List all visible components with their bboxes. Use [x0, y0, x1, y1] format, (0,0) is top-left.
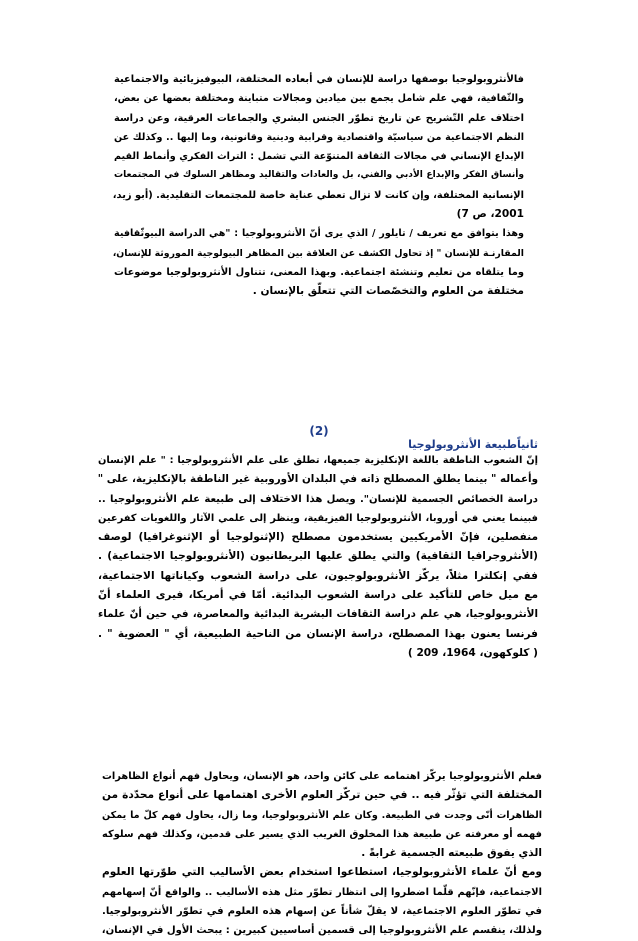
text-line: فعلم الأنثروبولوجيا يركّز اهتمامه على كائن واحد، هو الإنسان، ويحاول فهم أنواع الظاهرات	[102, 771, 542, 782]
text-line: وأنساق الفكر والإبداع الأدبي والفني، بل والعادات والتقاليد ومظاهر السلوك في المجتمعات	[114, 170, 524, 181]
text-line: دراسة الخصائص الجسمية للإنسان". ويصل هذا الاختلاف إلى طبيعة علم الأنثروبولوجيا ..	[98, 493, 538, 505]
text-line: المختلفة التي تؤثّر فيه .. في حين تركّز العلوم الأخرى اهتمامها على أنواع محدّدة من	[102, 789, 542, 802]
text-line: الإنسانية المختلفة، وإن كانت لا تزال تعطي عناية خاصة للمجتمعات التقليدية. (أبو زيد،	[112, 189, 524, 201]
text-line: فرنسا يعنون بهذا المصطلح، دراسة الإنسان من الناحية الطبيعية، أي " العضوية " .	[98, 627, 538, 640]
text-line: ففي إنكلترا مثلاً، يركّز الأنثروبولوجيون، على دراسة الشعوب وكياناتها الاجتماعية،	[98, 569, 538, 582]
text-line: الذي يفوق طبيعته الجسمية غرابةً .	[361, 847, 542, 860]
text-line: وهذا يتوافق مع تعريف / تايلور / الذي يرى أنّ الأنثروبولوجيا : "هي الدراسة البيوثّقافية	[114, 228, 524, 240]
text-line: وما يتلقاه من تعليم وتنشئة اجتماعية. وبهذا المعنى، تتناول الأنثروبولوجيا موضوعات	[114, 266, 524, 278]
text-line: فبينما يعني في أوروبا، الأنثروبولوجيا الفيزيقية، وينظر إلى علمي الآثار واللغويات كفرعين	[98, 512, 538, 524]
paragraph-anthropology-definition	[114, 70, 524, 302]
text-line: في تطوّر العلوم الاجتماعية، لا يقلّ شأناً عن إسهام هذه العلوم في تطوّر الأنثروبولوجيا.	[102, 906, 542, 918]
text-line: مختلفة من العلوم والتخصّصات التي تتعلّق بالإنسان .	[252, 285, 524, 298]
text-line: النظم الاجتماعية من سياسيّة واقتصادية وقرابية ودينية وقانونية، وما إليها .. وكذلك عن	[114, 131, 524, 143]
text-line: منفصلين، فإنّ الأمريكيين يستخدمون مصطلح (الإثنولوجيا أو الإثنوغرافيا) لوصف	[98, 531, 538, 544]
text-line: فالأنثروبولوجيا بوصفها دراسة للإنسان في أبعاده المختلفة، البيوفيزيائية والاجتماعية	[114, 74, 524, 85]
citation-line: ( كلوكهون، 1964، 209 )	[407, 646, 538, 659]
text-line: فهمه أو معرفته عن طبيعة هذا المخلوق الغريب الذي يسير على قدمين، وكذلك فهم سلوكه	[102, 828, 542, 840]
text-line: الإبداع الإنساني في مجالات الثقافة المتنوّعة التي تشمل : التراث الفكري وأنماط القيم	[114, 151, 524, 163]
text-line: ومع أنّ علماء الأنثروبولوجيا، استطاعوا استخدام بعض الأساليب التي طوّرتها العلوم	[102, 866, 542, 879]
text-line: 2001، ص 7)	[456, 208, 524, 221]
text-line: (الأنثروجرافيا الثقافية) والتي يطلق عليها البريطانيون (الأنثروبولوجيا الاجتماعية) .	[98, 550, 538, 563]
text-line: الأنثروبولوجيا، هي علم دراسة الثقافات البشرية البدائية والمعاصرة، في حين أنّ علماء	[98, 608, 538, 621]
paragraph-anthropology-focus	[102, 767, 542, 941]
text-line: الاجتماعية، فإنّهم قلّما اضطروا إلى انتظار تطوّر مثل هذه الأساليب .. والواقع أنّ إسهامهم	[102, 886, 542, 898]
section-heading: ثانياًطبيعة الأنثروبولوجيا	[408, 438, 538, 451]
text-line: ولذلك، ينقسم علم الأنثروبولوجيا إلى قسمين أساسيين كبيرين : يبحث الأول في الإنسان،	[101, 925, 542, 937]
text-line: مع ميل خاص للتأكيد على دراسة الشعوب البدائية. أمّا في أمريكا، فيرى العلماء أنّ	[98, 589, 538, 602]
text-line: اختلاف علم التّشريح عن تاريخ تطوّر الجنس البشري والجماعات العرقية، وعن دراسة	[114, 112, 524, 124]
text-line: الظاهرات أنّى وجدت في الطبيعة. وكان علم الأنثروبولوجيا، وما زال، يحاول فهم كلّ ما يمكن	[102, 809, 542, 821]
text-line: المقارنـة للإنسان " إذ تحاول الكشف عن العلاقة بين المظاهر البيولوجية الموروثة للإنسان،	[112, 247, 524, 259]
text-line: إنّ الشعوب الناطقة باللغة الإنكليزية جميعها، تطلق على علم الأنثروبولوجيا : " علم الإنسان	[98, 455, 538, 466]
paragraph-nature-of-anthropology	[98, 451, 538, 663]
text-line: وأعماله " بينما يطلق المصطلح ذاته في البلدان الأوروبية غير الناطقة بالإنكليزية، على "	[97, 473, 538, 486]
section-number: (2)	[309, 424, 329, 438]
text-line: والثّقافية، فهي علم شامل يجمع بين ميادين ومجالات متباينة ومختلفة بعضها عن بعض،	[114, 93, 524, 105]
